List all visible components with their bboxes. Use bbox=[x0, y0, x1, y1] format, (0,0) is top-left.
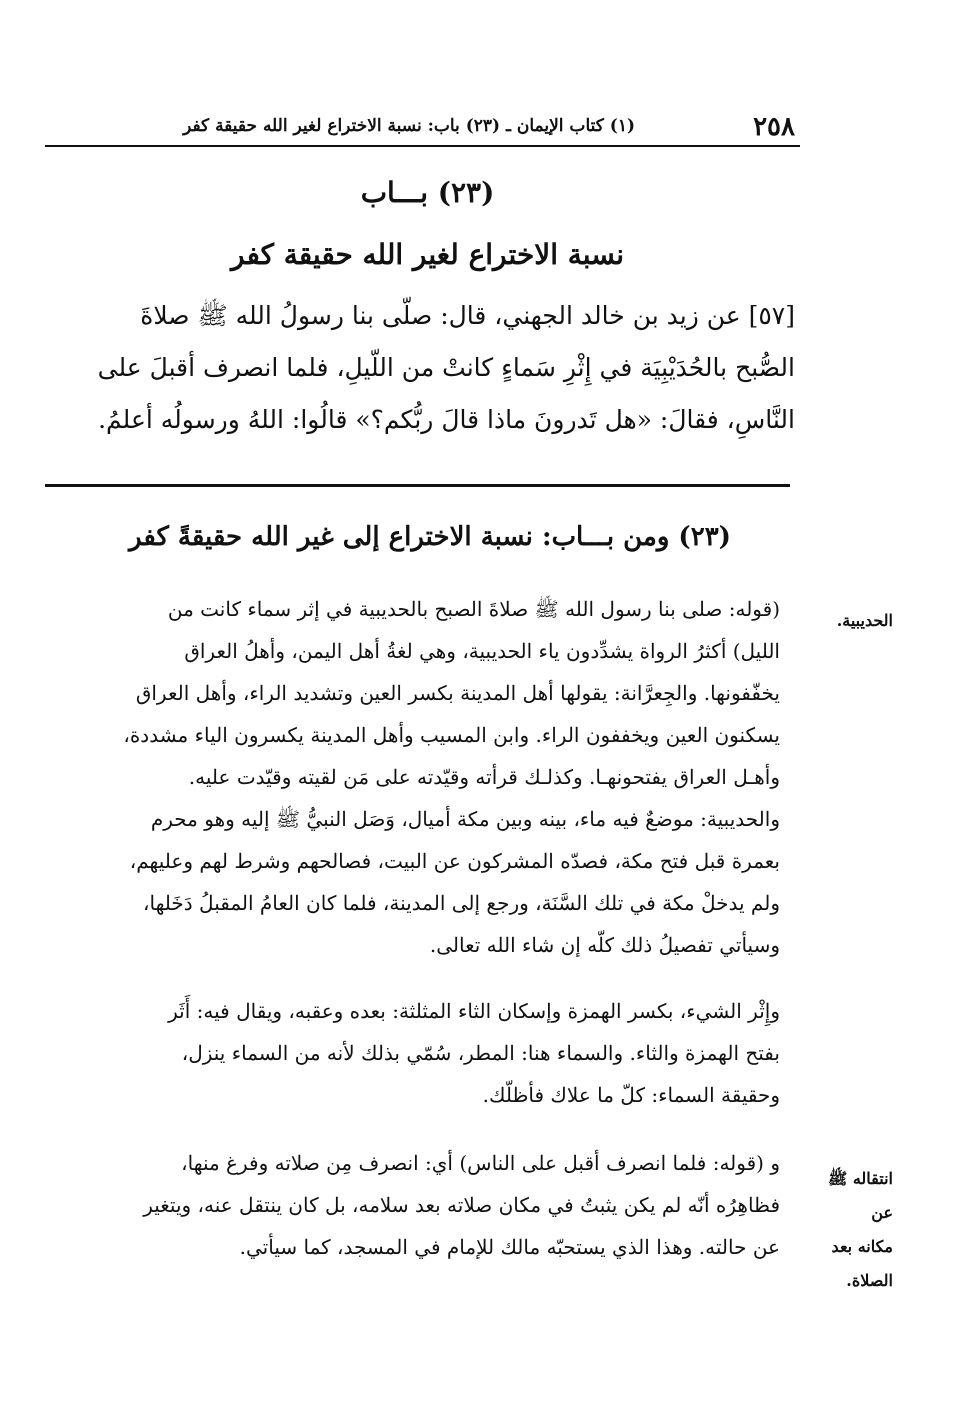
commentary-line: والحديبية: موضعٌ فيه ماء، بينه وبين مكة أميال، وَصَل النبيُّ ﷺ إليه وهو محرم bbox=[150, 807, 780, 831]
commentary-line: وحقيقة السماء: كلّ ما علاك فأظلّك. bbox=[482, 1083, 780, 1107]
page-number: ٢٥٨ bbox=[753, 112, 795, 142]
commentary-line: الليل) أكثرُ الرواة يشدِّدون ياء الحديبية، وهي لغةُ أهل اليمن، وأهلُ العراق bbox=[184, 639, 780, 663]
chapter-number: (٢٣) بـــاب bbox=[360, 176, 495, 209]
margin-note-line: مكانه بعد bbox=[831, 1237, 893, 1256]
hadith-text bbox=[40, 290, 795, 446]
commentary-paragraph bbox=[40, 588, 780, 966]
margin-note bbox=[808, 1162, 893, 1298]
hadith-line: [٥٧] عن زيد بن خالد الجهني، قال: صلّى بنا رسولُ الله ﷺ صلاةَ bbox=[140, 301, 795, 330]
commentary-line: وأهـل العراق يفتحونهـا. وكذلـك قرأته وقيّدته على مَن لقيته وقيّدت عليه. bbox=[188, 765, 780, 789]
commentary-line: و (قوله: فلما انصرف أقبل على الناس) أي: انصرف مِن صلاته وفرغ منها، bbox=[181, 1151, 780, 1175]
header-divider bbox=[45, 145, 800, 147]
running-title: (١) كتاب الإيمان ـ (٢٣) باب: نسبة الاختراع لغير الله حقيقة كفر bbox=[183, 116, 635, 136]
margin-note-line: انتقاله ﷺ عن bbox=[827, 1169, 893, 1222]
commentary-paragraph bbox=[40, 990, 780, 1116]
commentary-line: بفتح الهمزة والثاء. والسماء هنا: المطر، سُمّي بذلك لأنه من السماء ينزل، bbox=[181, 1041, 780, 1065]
commentary-paragraph bbox=[40, 1142, 780, 1268]
commentary-line: ولم يدخلْ مكة في تلك السَّنَة، ورجع إلى المدينة، فلما كان العامُ المقبلُ دَخَلها، bbox=[143, 891, 780, 915]
commentary-line: يسكنون العين ويخففون الراء. وابن المسيب وأهل المدينة يكسرون الياء مشددة، bbox=[123, 723, 780, 747]
chapter-title: نسبة الاختراع لغير الله حقيقة كفر bbox=[231, 238, 624, 271]
commentary-line: يخفّفونها. والجِعرَّانة: يقولها أهل المدينة بكسر العين وتشديد الراء، وأهل العراق bbox=[135, 681, 780, 705]
hadith-line: النَّاسِ، فقالَ: «هل تَدرونَ ماذا قالَ ربُّكم؟» قالُوا: اللهُ ورسولُه أعلمُ. bbox=[98, 405, 795, 434]
margin-note: الحديبية. bbox=[836, 611, 893, 630]
hadith-line: الصُّبح بالحُدَيْبِيَة في إِثْرِ سَماءٍ كانتْ من اللّيلِ، فلما انصرف أقبلَ على bbox=[97, 353, 795, 382]
commentary-heading: (٢٣) ومن بـــاب: نسبة الاختراع إلى غير الله حقيقةً كفر bbox=[129, 522, 731, 552]
commentary-line: بعمرة قبل فتح مكة، فصدّه المشركون عن البيت، فصالحهم وشرط لهم وعليهم، bbox=[129, 849, 780, 873]
hadith-divider bbox=[45, 484, 790, 487]
commentary-line: (قوله: صلى بنا رسول الله ﷺ صلاةَ الصبح بالحديبية في إثر سماء كانت من bbox=[167, 597, 780, 621]
commentary-line: فظاهِرُه أنّه لم يكن يثبتُ في مكان صلاته بعد سلامه، بل كان ينتقل عنه، ويتغير bbox=[143, 1193, 780, 1217]
commentary-line: وسيأتي تفصيلُ ذلك كلّه إن شاء الله تعالى. bbox=[429, 933, 780, 957]
margin-note-line: الصلاة. bbox=[846, 1271, 893, 1290]
commentary-line: وإِثْر الشيء، بكسر الهمزة وإسكان الثاء المثلثة: بعده وعقبه، ويقال فيه: أَثَر bbox=[168, 999, 780, 1023]
running-header bbox=[40, 112, 795, 148]
commentary-line: عن حالته. وهذا الذي يستحبّه مالك للإمام في المسجد، كما سيأتي. bbox=[239, 1235, 780, 1259]
